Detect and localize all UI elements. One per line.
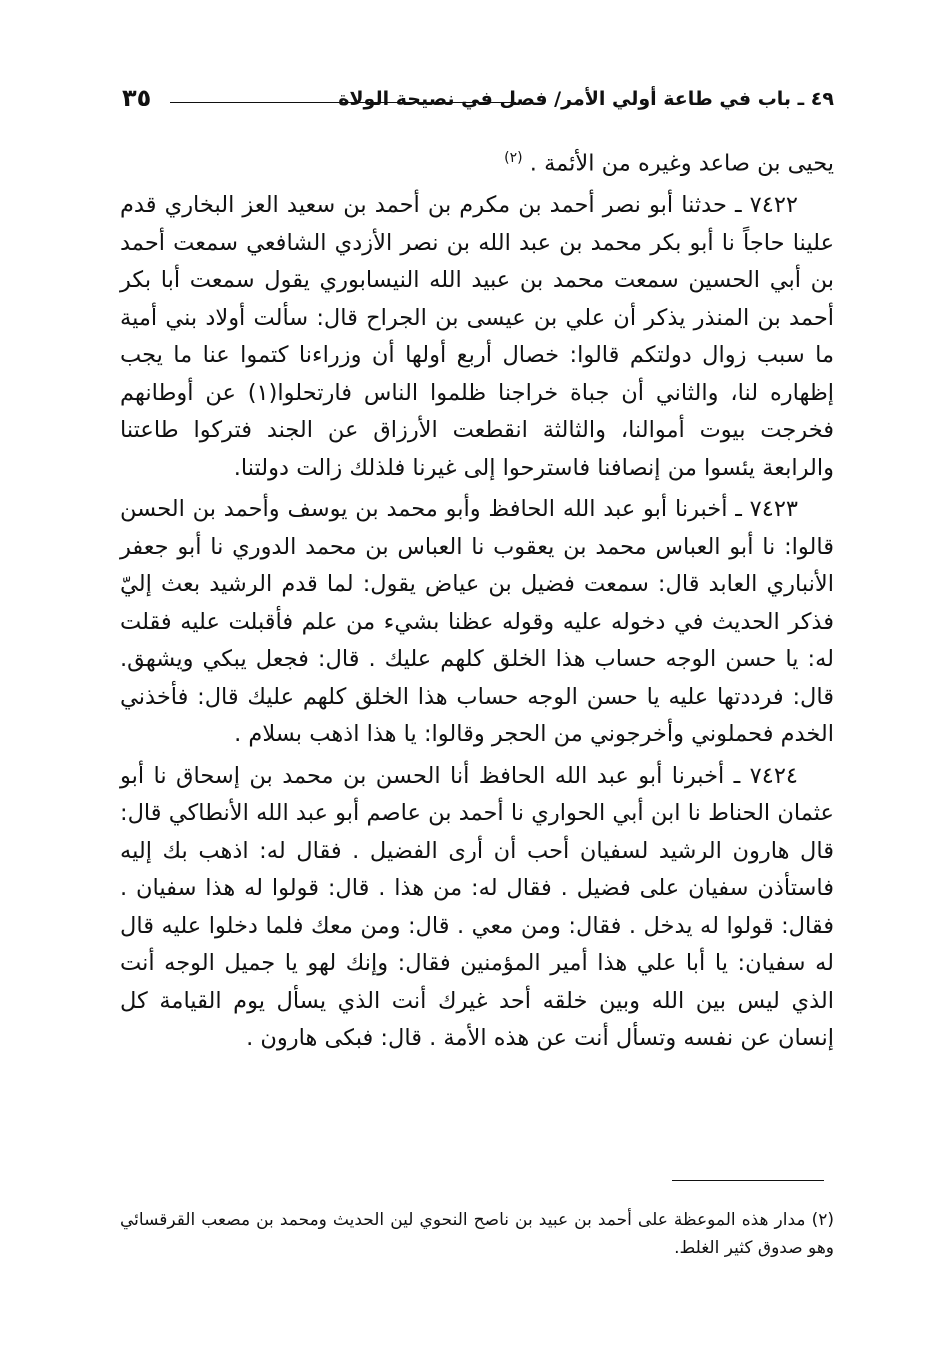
narration-number: ٧٤٢٤ xyxy=(749,762,798,789)
narration-number: ٧٤٢٢ xyxy=(749,192,798,218)
main-text xyxy=(120,140,834,1062)
footnote-marker: (٢) xyxy=(811,1210,834,1230)
narration-dash: ـ xyxy=(727,496,742,522)
running-header xyxy=(122,84,834,124)
narration-dash: ـ xyxy=(726,192,742,218)
narration-text: أخبرنا أبو عبد الله الحافظ أنا الحسن بن محمد بن إسحاق نا أبو عثمان الحناط نا ابن أبي الحواري نا أحمد بن عاصم أبو عبد الله الأنطاكي قال: قال هارون الرشيد لسفيان أحب أن أرى الفضيل . فقال له: اذهب بك إليه فاستأذن سفيان على فضيل . فقال له: من هذا . قال: قولوا له هذا سفيان . فقال: قولوا له يدخل . فقال: ومن معي . قال: ومن معك فلما دخلوا عليه قال له سفيان: يا أبا علي هذا أمير المؤمنين فقال: وإنك لهو يا جميل الوجه أنت الذي ليس بين الله وبين خلقه أحد غيرك أنت الذي يسأل يوم القيامة كل إنسان عن نفسه وتسأل أنت عن هذه الأمة . قال: فبكى هارون . xyxy=(120,762,834,1051)
intro-line xyxy=(120,140,834,183)
header-rule xyxy=(170,102,516,103)
narration-7423 xyxy=(120,491,834,754)
narration-dash: ـ xyxy=(724,762,741,789)
chapter-title: ٤٩ ـ باب في طاعة أولي الأمر/ فصل في نصيحة الولاة xyxy=(338,88,834,110)
footnote-separator xyxy=(672,1180,824,1181)
footnotes xyxy=(120,1206,834,1262)
page-number: ٣٥ xyxy=(122,84,152,112)
narration-number: ٧٤٢٣ xyxy=(749,496,798,522)
footnote-text: مدار هذه الموعظة على أحمد بن عبيد بن ناصح النحوي لين الحديث ومحمد بن مصعب القرقسائي وهو صدوق كثير الغلط. xyxy=(120,1210,834,1258)
narration-7424 xyxy=(120,758,834,1058)
intro-text: يحيى بن صاعد وغيره من الأئمة . xyxy=(529,150,834,177)
footnote-item xyxy=(120,1206,834,1262)
footnote-ref: (٢) xyxy=(504,150,523,166)
narration-text: أخبرنا أبو عبد الله الحافظ وأبو محمد بن يوسف وأحمد بن الحسن قالوا: نا أبو العباس محمد بن يعقوب نا العباس بن محمد الدوري نا أبو جعفر الأنباري العابد قال: سمعت فضيل بن عياض يقول: لما قدم الرشيد بعث إليّ فذكر الحديث في دخوله عليه وقوله عظنا بشيء من علم فأقبلت عليه فقلت له: يا حسن الوجه حساب هذا الخلق كلهم عليك . قال: فجعل يبكي ويشهق. قال: فرددتها عليه يا حسن الوجه حساب هذا الخلق كلهم عليك قال: فأخذني الخدم فحملوني وأخرجوني من الحجر وقالوا: يا هذا اذهب بسلام . xyxy=(120,496,834,747)
narration-7422 xyxy=(120,187,834,487)
narration-text: حدثنا أبو نصر أحمد بن مكرم بن أحمد بن سعيد العز البخاري قدم علينا حاجاً نا أبو بكر محمد بن عبد الله بن نصر الأزدي الشافعي سمعت أحمد بن أبي الحسين سمعت محمد بن عبيد الله النيسابوري يقول سمعت أبا بكر أحمد بن المنذر يذكر أن علي بن عيسى بن الجراح قال: سألت أولاد بني أمية ما سبب زوال دولتكم قالوا: خصال أربع أولها أن وزراءنا كتموا عنا ما يجب إظهاره لنا، والثاني أن جباة خراجنا ظلموا الناس فارتحلوا(١) عن أوطانهم فخرجت بيوت أموالنا، والثالثة انقطعت الأرزاق عن الجند فتركوا طاعتنا والرابعة يئسوا من إنصافنا فاسترحوا إلى غيرنا فلذلك زالت دولتنا. xyxy=(120,192,835,481)
